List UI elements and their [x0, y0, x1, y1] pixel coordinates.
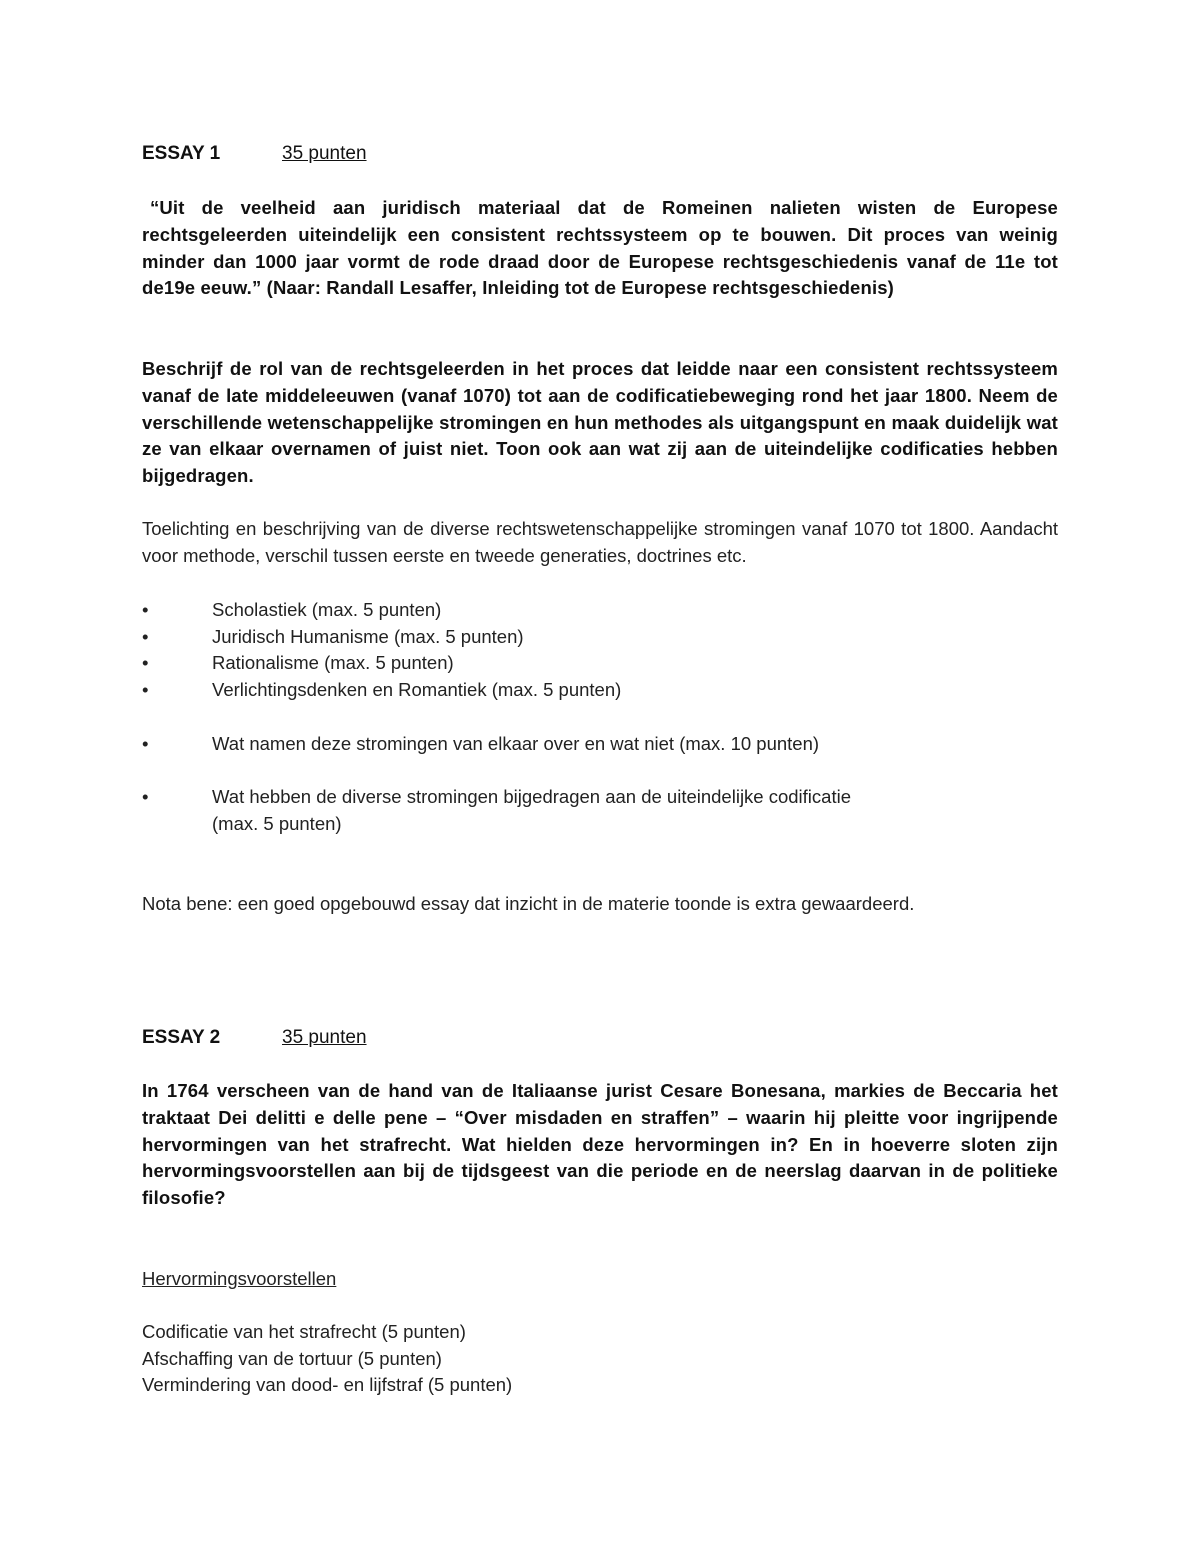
bullet-icon: •: [142, 733, 149, 754]
bullet-icon: •: [142, 679, 149, 700]
bullet-text: Verlichtingsdenken en Romantiek (max. 5 punten): [212, 679, 622, 700]
bullet-icon: •: [142, 626, 149, 647]
bullet-icon: •: [142, 599, 149, 620]
essay2-label: ESSAY 2: [142, 1027, 221, 1048]
list-item: Vermindering van dood- en lijfstraf (5 punten): [142, 1374, 513, 1395]
essay1-label: ESSAY 1: [142, 143, 221, 164]
bullet-text: Scholastiek (max. 5 punten): [212, 599, 442, 620]
bullet-icon: •: [142, 652, 149, 673]
essay1-points: 35 punten: [282, 143, 367, 164]
essay1-question: Beschrijf de rol van de rechtsgeleerden in het proces dat leidde naar een consistent rechtssysteem vanaf de late middeleeuwen (vanaf 1070) tot aan de codificatiebeweging rond het jaar 1800. Neem de verschillende wetenschappelijke stromingen en hun methodes als uitgangspunt en maak duidelijk wat ze van elkaar overnamen of juist niet. Toon ook aan wat zij aan de uiteindelijke codificaties hebben bijgedragen.: [142, 358, 1058, 487]
bullet-text: Rationalisme (max. 5 punten): [212, 652, 454, 673]
essay2-section-heading: Hervormingsvoorstellen: [142, 1268, 337, 1289]
bullet-icon: •: [142, 786, 149, 807]
essay1-nota-bene: Nota bene: een goed opgebouwd essay dat inzicht in de materie toonde is extra gewaardeerd.: [142, 893, 915, 914]
bullet-text: (max. 5 punten): [212, 813, 342, 834]
essay2-heading: [142, 1025, 367, 1051]
bullet-text: Wat namen deze stromingen van elkaar over en wat niet (max. 10 punten): [212, 733, 820, 754]
bullet-text: Juridisch Humanisme (max. 5 punten): [212, 626, 524, 647]
bullet-text: Wat hebben de diverse stromingen bijgedragen aan de uiteindelijke codificatie: [212, 786, 851, 807]
list-item: Codificatie van het strafrecht (5 punten): [142, 1321, 466, 1342]
essay1-quote: “Uit de veelheid aan juridisch materiaal dat de Romeinen nalieten wisten de Europese rechtsgeleerden uiteindelijk een consistent rechtssysteem op te bouwen. Dit proces van weinig minder dan 1000 jaar vormt de rode draad door de Europese rechtsgeschiedenis vanaf de 11e tot de19e eeuw.” (Naar: Randall Lesaffer, Inleiding tot de Europese rechtsgeschiedenis): [142, 197, 1058, 299]
essay2-points: 35 punten: [282, 1027, 367, 1048]
essay1-explanation: Toelichting en beschrijving van de diverse rechtswetenschappelijke stromingen vanaf 1070 tot 1800. Aandacht voor methode, verschil tussen eerste en tweede generaties, doctrines etc.: [142, 518, 1058, 566]
list-item: Afschaffing van de tortuur (5 punten): [142, 1348, 442, 1369]
essay1-heading: [142, 141, 367, 167]
essay2-question: In 1764 verscheen van de hand van de Italiaanse jurist Cesare Bonesana, markies de Beccaria het traktaat Dei delitti e delle pene – “Over misdaden en straffen” – waarin hij pleitte voor ingrijpende hervormingen van het strafrecht. Wat hielden deze hervormingen in? En in hoeverre sloten zijn hervormingsvoorstellen aan bij de tijdsgeest van die periode en de neerslag daarvan in de politieke filosofie?: [142, 1080, 1058, 1209]
